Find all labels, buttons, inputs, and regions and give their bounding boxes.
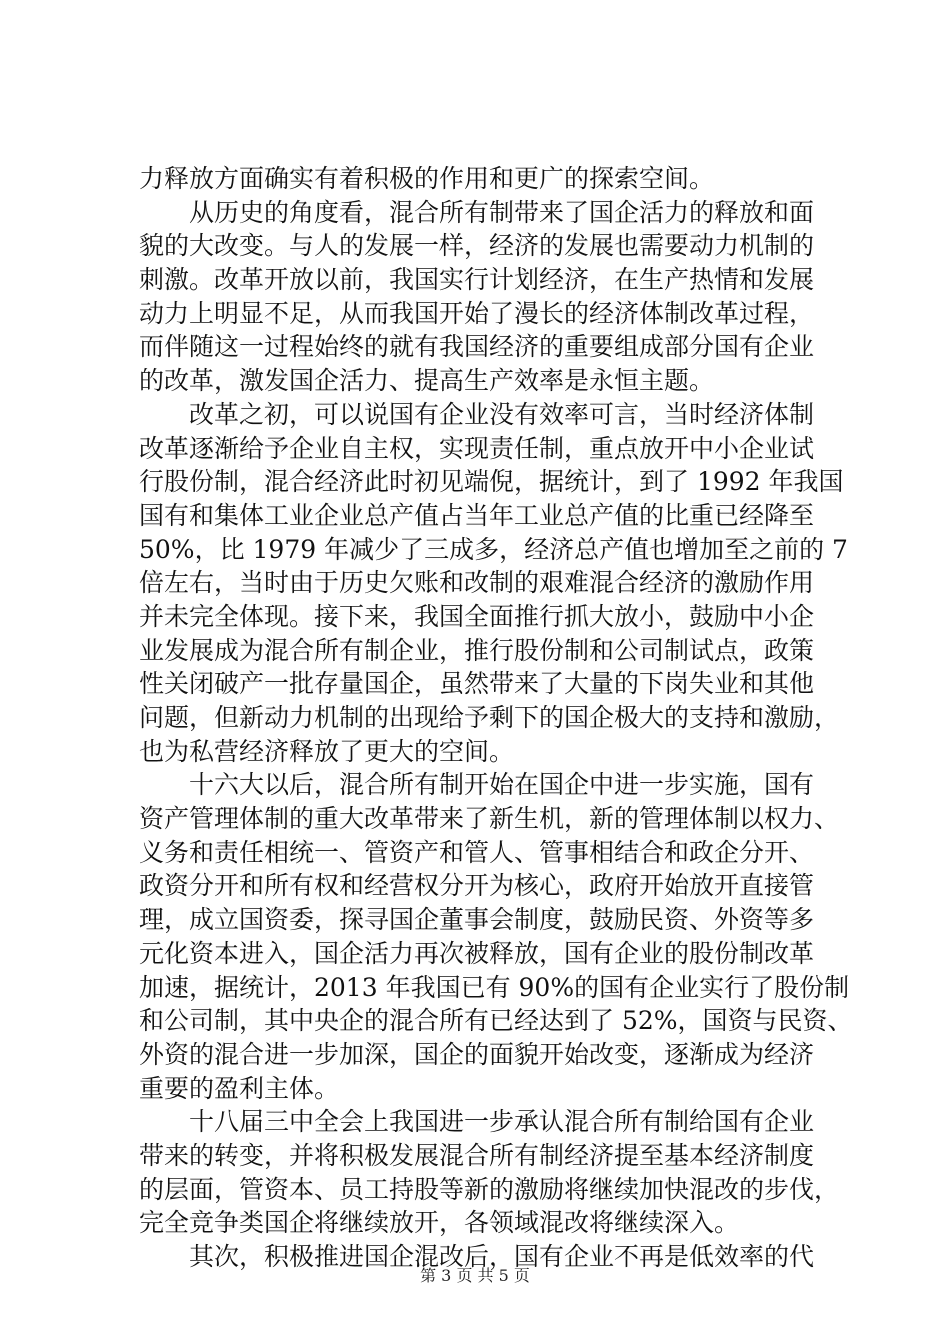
text-line: 的改革，激发国企活力、提高生产效率是永恒主题。 bbox=[139, 366, 715, 396]
text-line: 动力上明显不足，从而我国开始了漫长的经济体制改革过程， bbox=[139, 298, 815, 328]
body-text bbox=[139, 162, 853, 1274]
text-line: 重要的盈利主体。 bbox=[139, 1073, 340, 1103]
text-line: 十八届三中全会上我国进一步承认混合所有制给国有企业 bbox=[189, 1107, 815, 1137]
text-line: 力释放方面确实有着积极的作用和更广的探索空间。 bbox=[139, 164, 715, 193]
text-line: 行股份制，混合经济此时初见端倪，据统计，到了 1992 年我国 bbox=[139, 467, 844, 497]
text-line: 和公司制，其中央企的混合所有已经达到了 52%，国资与民资、 bbox=[139, 1006, 853, 1036]
text-line: 理，成立国资委，探寻国企董事会制度，鼓励民资、外资等多 bbox=[139, 905, 815, 935]
text-line: 改革之初，可以说国有企业没有效率可言，当时经济体制 bbox=[189, 399, 815, 429]
text-line: 资产管理体制的重大改革带来了新生机，新的管理体制以权力、 bbox=[139, 804, 840, 834]
text-line: 业发展成为混合所有制企业，推行股份制和公司制试点，政策 bbox=[139, 635, 815, 665]
text-line: 并未完全体现。接下来，我国全面推行抓大放小，鼓励中小企 bbox=[139, 601, 815, 631]
text-line: 从历史的角度看，混合所有制带来了国企活力的释放和面 bbox=[189, 197, 815, 227]
text-line: 义务和责任相统一、管资产和管人、管事相结合和政企分开、 bbox=[139, 837, 815, 867]
text-line: 性关闭破产一批存量国企，虽然带来了大量的下岗失业和其他 bbox=[139, 669, 815, 699]
text-line: 改革逐渐给予企业自主权，实现责任制，重点放开中小企业试 bbox=[139, 433, 815, 463]
text-line: 其次，积极推进国企混改后，国有企业不再是低效率的代 bbox=[189, 1242, 815, 1271]
text-line: 也为私营经济释放了更大的空间。 bbox=[139, 736, 515, 766]
text-line: 倍左右，当时由于历史欠账和改制的艰难混合经济的激励作用 bbox=[139, 568, 815, 598]
text-line: 问题，但新动力机制的出现给予剩下的国企极大的支持和激励， bbox=[139, 703, 840, 732]
text-line: 貌的大改变。与人的发展一样，经济的发展也需要动力机制的 bbox=[139, 231, 815, 261]
text-line: 的层面，管资本、员工持股等新的激励将继续加快混改的步伐， bbox=[139, 1174, 840, 1204]
text-line: 政资分开和所有权和经营权分开为核心，政府开始放开直接管 bbox=[139, 871, 815, 901]
text-line: 国有和集体工业企业总产值占当年工业总产值的比重已经降至 bbox=[139, 500, 815, 530]
text-line: 完全竞争类国企将继续放开，各领域混改将继续深入。 bbox=[139, 1208, 740, 1238]
text-line: 而伴随这一过程始终的就有我国经济的重要组成部分国有企业 bbox=[139, 332, 815, 362]
text-line: 50%，比 1979 年减少了三成多，经济总产值也增加至之前的 7 bbox=[139, 534, 848, 564]
text-line: 外资的混合进一步加深，国企的面貌开始改变，逐渐成为经济 bbox=[139, 1039, 815, 1069]
text-line: 刺激。改革开放以前，我国实行计划经济，在生产热情和发展 bbox=[139, 265, 815, 295]
text-line: 加速，据统计，2013 年我国已有 90%的国有企业实行了股份制 bbox=[139, 972, 850, 1002]
page-footer: 第 3 页 共 5 页 bbox=[420, 1266, 530, 1285]
text-line: 十六大以后，混合所有制开始在国企中进一步实施，国有 bbox=[189, 770, 815, 800]
text-line: 元化资本进入，国企活力再次被释放，国有企业的股份制改革 bbox=[139, 938, 815, 968]
text-line: 带来的转变，并将积极发展混合所有制经济提至基本经济制度 bbox=[139, 1140, 815, 1170]
